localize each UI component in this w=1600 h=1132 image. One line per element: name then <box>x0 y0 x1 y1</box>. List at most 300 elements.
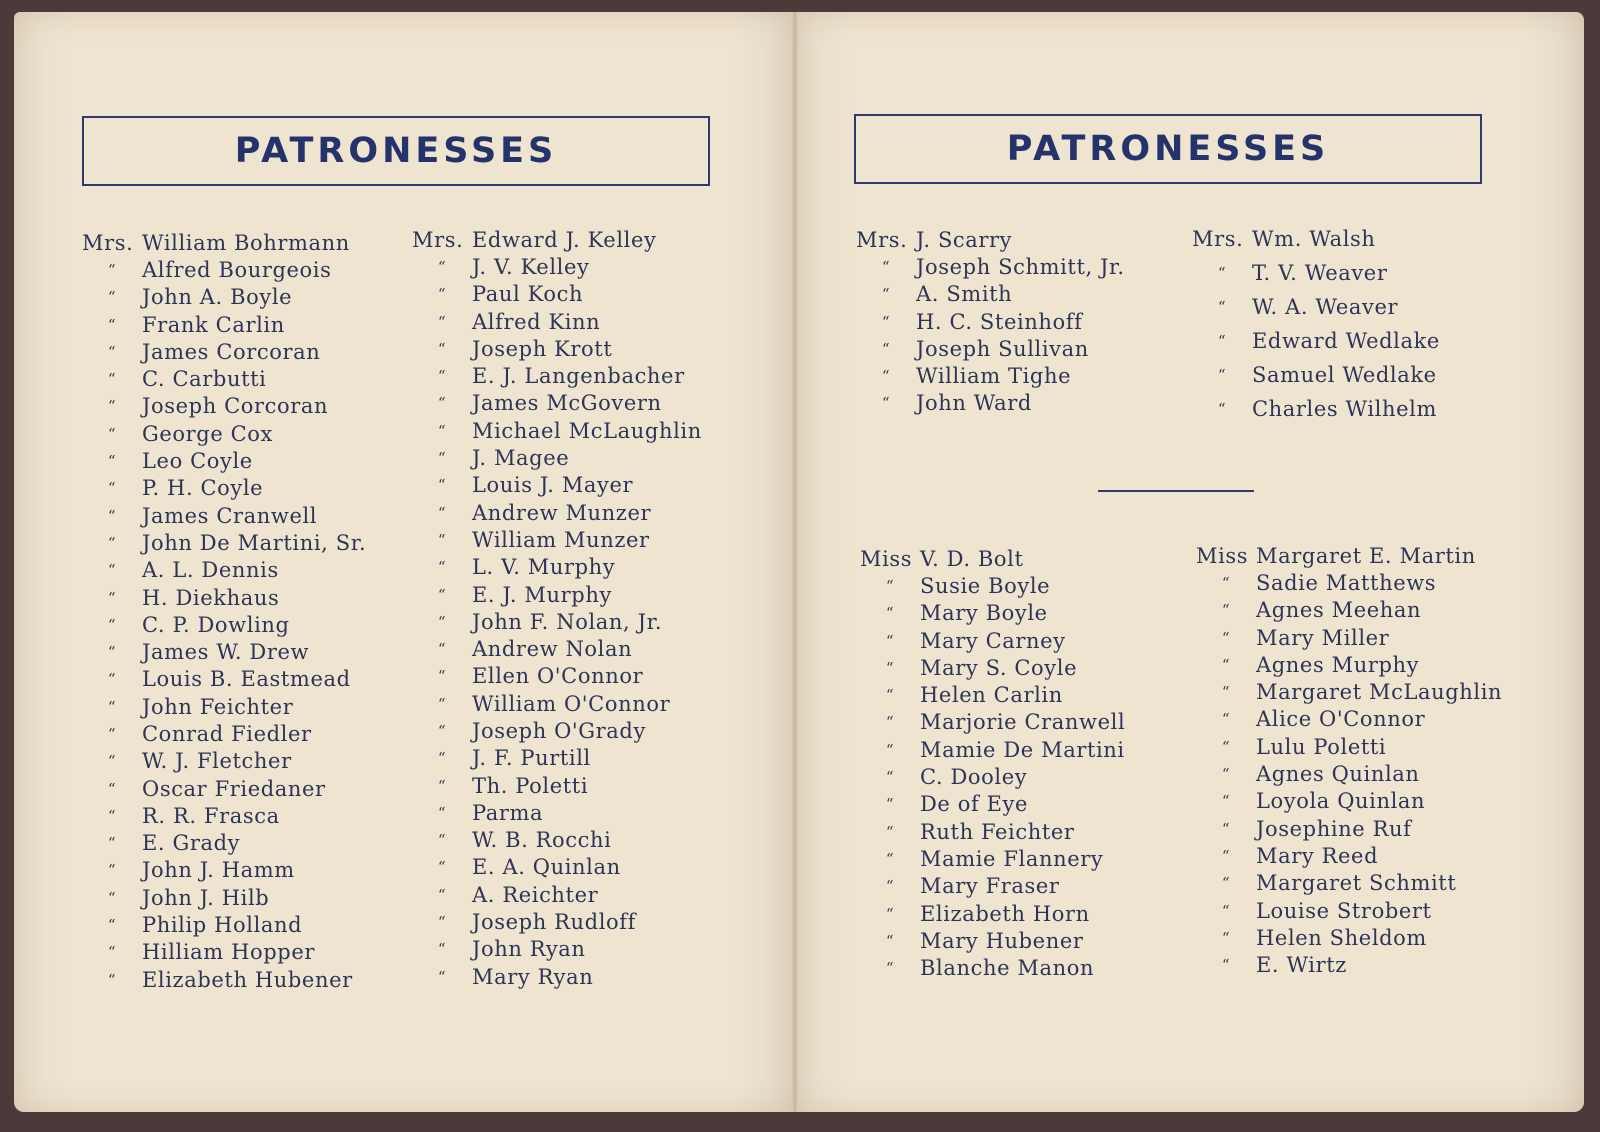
patroness-entry <box>412 362 702 389</box>
patroness-name: Louis J. Mayer <box>472 473 634 498</box>
patroness-entry <box>1196 733 1502 760</box>
patroness-name: William Tighe <box>916 364 1072 389</box>
patroness-name: George Cox <box>142 421 273 446</box>
patroness-entry <box>82 584 366 611</box>
patroness-entry <box>412 772 702 799</box>
patroness-name: A. Smith <box>916 282 1013 307</box>
patroness-entry <box>860 654 1125 681</box>
patroness-entry <box>1196 788 1502 815</box>
patroness-name: Andrew Munzer <box>472 500 652 525</box>
ditto-mark: “ <box>437 776 447 795</box>
patroness-entry <box>1196 842 1502 869</box>
ditto-mark: “ <box>1221 601 1231 620</box>
patroness-entry <box>1196 651 1502 678</box>
ditto-mark: “ <box>437 421 447 440</box>
patroness-name: William Bohrmann <box>142 230 350 255</box>
patroness-entry <box>1196 897 1502 924</box>
ditto-mark: “ <box>107 479 117 498</box>
ditto-mark: “ <box>437 721 447 740</box>
ditto-mark: “ <box>437 885 447 904</box>
patroness-name: J. V. Kelley <box>472 254 590 279</box>
patroness-entry <box>1192 358 1440 392</box>
patroness-name: Ellen O'Connor <box>472 664 644 689</box>
right-mrs-column-2 <box>1192 222 1440 426</box>
patroness-entry <box>412 608 702 635</box>
patroness-entry <box>860 954 1125 981</box>
patroness-name: E. J. Murphy <box>472 582 612 607</box>
ditto-mark: “ <box>885 576 895 595</box>
patroness-name: C. Carbutti <box>142 367 267 392</box>
patroness-entry <box>82 393 366 420</box>
patroness-name: Helen Carlin <box>920 683 1063 708</box>
ditto-mark: “ <box>107 888 117 907</box>
ditto-mark: “ <box>107 506 117 525</box>
patroness-entry <box>412 936 702 963</box>
patroness-entry <box>82 311 366 338</box>
patroness-entry <box>82 939 366 966</box>
ditto-mark: “ <box>437 585 447 604</box>
patroness-name: J. F. Purtill <box>472 746 591 771</box>
patroness-entry <box>412 444 702 471</box>
ditto-mark: “ <box>437 940 447 959</box>
patroness-name: Agnes Murphy <box>1256 652 1420 677</box>
patroness-name: H. Diekhaus <box>142 585 280 610</box>
patroness-name: Joseph Sullivan <box>916 336 1089 361</box>
patroness-name: Edward J. Kelley <box>472 227 657 252</box>
patroness-name: Andrew Nolan <box>472 637 633 662</box>
patroness-name: Hilliam Hopper <box>142 940 315 965</box>
patroness-name: H. C. Steinhoff <box>916 309 1083 334</box>
patroness-name: John F. Nolan, Jr. <box>472 609 663 634</box>
ditto-mark: “ <box>881 257 891 276</box>
patroness-name: E. J. Langenbacher <box>472 364 685 389</box>
patroness-entry <box>860 600 1125 627</box>
ditto-mark: “ <box>107 970 117 989</box>
ditto-mark: “ <box>1217 365 1227 384</box>
patroness-entry <box>856 335 1125 362</box>
ditto-mark: “ <box>881 339 891 358</box>
ditto-mark: “ <box>885 768 895 787</box>
ditto-mark: “ <box>885 631 895 650</box>
patroness-name: Mary Fraser <box>920 874 1060 899</box>
patroness-name: Blanche Manon <box>920 956 1095 981</box>
patroness-name: Lulu Poletti <box>1256 734 1387 759</box>
ditto-mark: “ <box>107 916 117 935</box>
ditto-mark: “ <box>1221 655 1231 674</box>
patroness-entry <box>82 557 366 584</box>
ditto-mark: “ <box>107 533 117 552</box>
patroness-entry <box>82 502 366 529</box>
patroness-name: C. P. Dowling <box>142 612 290 637</box>
ditto-mark: “ <box>1221 573 1231 592</box>
patroness-entry <box>860 709 1125 736</box>
patroness-name: Frank Carlin <box>142 312 285 337</box>
patroness-entry <box>1196 706 1502 733</box>
patroness-entry <box>82 611 366 638</box>
left-heading-box <box>82 116 710 186</box>
patroness-name: C. Dooley <box>920 765 1028 790</box>
title-prefix: Mrs. <box>1192 226 1244 251</box>
patroness-name: Michael McLaughlin <box>472 418 702 443</box>
right-heading-box <box>854 114 1482 184</box>
ditto-mark: “ <box>437 667 447 686</box>
ditto-mark: “ <box>1221 846 1231 865</box>
patroness-entry <box>1196 597 1502 624</box>
patroness-entry <box>412 963 702 990</box>
ditto-mark: “ <box>1217 331 1227 350</box>
patroness-name: Joseph Corcoran <box>142 394 329 419</box>
patroness-entry <box>860 900 1125 927</box>
patroness-entry <box>412 827 702 854</box>
patroness-name: Edward Wedlake <box>1252 328 1440 353</box>
patroness-name: Margaret Schmitt <box>1256 871 1457 896</box>
patroness-entry <box>412 335 702 362</box>
patroness-name: Samuel Wedlake <box>1252 362 1437 387</box>
patroness-entry <box>856 281 1125 308</box>
patroness-entry <box>860 681 1125 708</box>
patroness-entry <box>82 720 366 747</box>
patroness-entry <box>412 635 702 662</box>
patroness-entry <box>1192 222 1440 256</box>
patroness-entry <box>856 253 1125 280</box>
ditto-mark: “ <box>1221 819 1231 838</box>
ditto-mark: “ <box>107 288 117 307</box>
patroness-name: Philip Holland <box>142 913 303 938</box>
patroness-name: Mamie Flannery <box>920 846 1104 871</box>
patroness-name: Mary Boyle <box>920 601 1048 626</box>
ditto-mark: “ <box>437 612 447 631</box>
ditto-mark: “ <box>1221 710 1231 729</box>
patroness-entry <box>412 799 702 826</box>
ditto-mark: “ <box>437 694 447 713</box>
left-column-2 <box>412 226 702 990</box>
ditto-mark: “ <box>1221 628 1231 647</box>
ditto-mark: “ <box>437 913 447 932</box>
right-mrs-column-1 <box>856 226 1125 417</box>
ditto-mark: “ <box>1221 901 1231 920</box>
ditto-mark: “ <box>437 640 447 659</box>
ditto-mark: “ <box>437 967 447 986</box>
patroness-name: Mary Reed <box>1256 843 1379 868</box>
ditto-mark: “ <box>881 367 891 386</box>
ditto-mark: “ <box>1221 737 1231 756</box>
right-heading: PATRONESSES <box>1006 129 1330 169</box>
ditto-mark: “ <box>885 740 895 759</box>
patroness-name: Wm. Walsh <box>1252 226 1376 251</box>
patroness-name: William Munzer <box>472 527 650 552</box>
ditto-mark: “ <box>437 367 447 386</box>
ditto-mark: “ <box>437 449 447 468</box>
title-prefix: Mrs. <box>82 230 134 255</box>
patroness-name: De of Eye <box>920 792 1029 817</box>
patroness-entry <box>412 663 702 690</box>
patroness-entry <box>860 818 1125 845</box>
ditto-mark: “ <box>885 686 895 705</box>
patroness-name: John A. Boyle <box>142 285 293 310</box>
patroness-entry <box>1192 290 1440 324</box>
patroness-entry <box>82 830 366 857</box>
ditto-mark: “ <box>1221 928 1231 947</box>
patroness-name: J. Magee <box>472 446 570 471</box>
patroness-entry <box>856 226 1125 253</box>
patroness-entry <box>82 365 366 392</box>
ditto-mark: “ <box>437 312 447 331</box>
right-miss-column-1 <box>860 545 1125 982</box>
ditto-mark: “ <box>881 394 891 413</box>
patroness-entry <box>412 472 702 499</box>
patroness-name: Th. Poletti <box>472 773 589 798</box>
ditto-mark: “ <box>107 615 117 634</box>
ditto-mark: “ <box>1221 792 1231 811</box>
ditto-mark: “ <box>107 452 117 471</box>
ditto-mark: “ <box>107 370 117 389</box>
ditto-mark: “ <box>1217 263 1227 282</box>
left-column-1 <box>82 229 366 993</box>
ditto-mark: “ <box>437 558 447 577</box>
patroness-name: E. Wirtz <box>1256 953 1347 978</box>
patroness-entry <box>82 420 366 447</box>
patroness-name: Sadie Matthews <box>1256 570 1437 595</box>
patroness-entry <box>1196 924 1502 951</box>
patroness-name: W. J. Fletcher <box>142 749 292 774</box>
patroness-name: Alfred Kinn <box>472 309 601 334</box>
patroness-entry <box>412 226 702 253</box>
patroness-name: E. Grady <box>142 831 241 856</box>
patroness-name: V. D. Bolt <box>920 546 1024 571</box>
patroness-name: Charles Wilhelm <box>1252 396 1437 421</box>
ditto-mark: “ <box>437 339 447 358</box>
patroness-entry <box>1192 324 1440 358</box>
patroness-entry <box>82 884 366 911</box>
title-prefix: Miss <box>1196 543 1249 568</box>
patroness-entry <box>860 791 1125 818</box>
patroness-name: John J. Hilb <box>142 885 270 910</box>
ditto-mark: “ <box>885 931 895 950</box>
patroness-name: E. A. Quinlan <box>472 855 621 880</box>
patroness-name: Marjorie Cranwell <box>920 710 1126 735</box>
ditto-mark: “ <box>107 260 117 279</box>
left-heading: PATRONESSES <box>234 131 558 171</box>
patroness-name: Mary Miller <box>1256 625 1390 650</box>
patroness-entry <box>860 763 1125 790</box>
patroness-name: Mamie De Martini <box>920 737 1125 762</box>
patroness-entry <box>856 308 1125 335</box>
patroness-entry <box>412 417 702 444</box>
patroness-entry <box>412 908 702 935</box>
patroness-name: John De Martini, Sr. <box>142 530 367 555</box>
patroness-name: Alice O'Connor <box>1256 707 1426 732</box>
patroness-name: Joseph Rudloff <box>472 910 636 935</box>
patroness-entry <box>82 693 366 720</box>
patroness-entry <box>412 390 702 417</box>
patroness-name: John J. Hamm <box>142 858 295 883</box>
patroness-name: Leo Coyle <box>142 449 253 474</box>
ditto-mark: “ <box>107 643 117 662</box>
ditto-mark: “ <box>437 476 447 495</box>
patroness-name: R. R. Frasca <box>142 803 280 828</box>
patroness-name: James W. Drew <box>142 640 310 665</box>
ditto-mark: “ <box>107 861 117 880</box>
ditto-mark: “ <box>1221 956 1231 975</box>
ditto-mark: “ <box>437 749 447 768</box>
patroness-entry <box>412 281 702 308</box>
ditto-mark: “ <box>885 959 895 978</box>
ditto-mark: “ <box>437 530 447 549</box>
patroness-entry <box>82 638 366 665</box>
ditto-mark: “ <box>107 834 117 853</box>
ditto-mark: “ <box>107 561 117 580</box>
ditto-mark: “ <box>107 588 117 607</box>
patroness-name: Loyola Quinlan <box>1256 789 1426 814</box>
patroness-entry <box>412 581 702 608</box>
patroness-name: James Corcoran <box>142 339 321 364</box>
patroness-name: Josephine Ruf <box>1256 816 1412 841</box>
page-fold <box>792 12 798 1112</box>
ditto-mark: “ <box>437 285 447 304</box>
patroness-entry <box>1196 870 1502 897</box>
patroness-name: T. V. Weaver <box>1252 260 1388 285</box>
patroness-name: Joseph Krott <box>472 336 613 361</box>
patroness-name: James McGovern <box>472 391 662 416</box>
patroness-entry <box>82 911 366 938</box>
patroness-entry <box>856 362 1125 389</box>
ditto-mark: “ <box>885 877 895 896</box>
patroness-entry <box>82 775 366 802</box>
patroness-entry <box>1192 256 1440 290</box>
patroness-entry <box>412 499 702 526</box>
patroness-name: A. Reichter <box>472 882 599 907</box>
ditto-mark: “ <box>437 858 447 877</box>
patroness-entry <box>412 526 702 553</box>
patroness-entry <box>82 284 366 311</box>
ditto-mark: “ <box>1221 874 1231 893</box>
patroness-name: Alfred Bourgeois <box>142 257 332 282</box>
ditto-mark: “ <box>885 849 895 868</box>
patroness-entry <box>1196 569 1502 596</box>
patroness-entry <box>856 390 1125 417</box>
patroness-name: Mary Ryan <box>472 964 594 989</box>
ditto-mark: “ <box>107 779 117 798</box>
patroness-entry <box>1196 815 1502 842</box>
ditto-mark: “ <box>1221 683 1231 702</box>
patroness-entry <box>82 529 366 556</box>
patroness-name: P. H. Coyle <box>142 476 264 501</box>
ditto-mark: “ <box>437 257 447 276</box>
patroness-name: Mary Carney <box>920 628 1066 653</box>
ditto-mark: “ <box>885 822 895 841</box>
patroness-name: William O'Connor <box>472 691 671 716</box>
patroness-name: John Feichter <box>142 694 294 719</box>
ditto-mark: “ <box>107 670 117 689</box>
patroness-name: Margaret McLaughlin <box>1256 680 1503 705</box>
patroness-entry <box>860 572 1125 599</box>
ditto-mark: “ <box>107 724 117 743</box>
patroness-entry <box>412 881 702 908</box>
patroness-name: Joseph Schmitt, Jr. <box>916 254 1125 279</box>
ditto-mark: “ <box>437 394 447 413</box>
ditto-mark: “ <box>107 806 117 825</box>
patroness-entry <box>82 256 366 283</box>
patroness-name: Mary S. Coyle <box>920 655 1078 680</box>
patroness-entry <box>82 475 366 502</box>
ditto-mark: “ <box>107 752 117 771</box>
section-divider <box>1098 490 1254 492</box>
patroness-name: Agnes Meehan <box>1256 598 1422 623</box>
patroness-name: Elizabeth Hubener <box>142 967 353 992</box>
ditto-mark: “ <box>1217 399 1227 418</box>
patroness-entry <box>860 545 1125 572</box>
ditto-mark: “ <box>437 803 447 822</box>
patroness-name: Elizabeth Horn <box>920 901 1090 926</box>
patroness-entry <box>1192 392 1440 426</box>
ditto-mark: “ <box>107 943 117 962</box>
patroness-entry <box>1196 760 1502 787</box>
patroness-entry <box>412 253 702 280</box>
patroness-name: Paul Koch <box>472 282 584 307</box>
ditto-mark: “ <box>885 713 895 732</box>
patroness-name: W. A. Weaver <box>1252 294 1399 319</box>
patroness-entry <box>1196 678 1502 705</box>
patroness-entry <box>82 857 366 884</box>
patroness-name: Oscar Friedaner <box>142 776 326 801</box>
patroness-entry <box>82 229 366 256</box>
ditto-mark: “ <box>107 697 117 716</box>
ditto-mark: “ <box>437 831 447 850</box>
ditto-mark: “ <box>437 503 447 522</box>
patroness-entry <box>82 338 366 365</box>
patroness-name: Conrad Fiedler <box>142 721 312 746</box>
patroness-entry <box>412 854 702 881</box>
patroness-name: Helen Sheldom <box>1256 925 1427 950</box>
ditto-mark: “ <box>885 604 895 623</box>
ditto-mark: “ <box>881 285 891 304</box>
patroness-entry <box>82 966 366 993</box>
ditto-mark: “ <box>107 342 117 361</box>
patroness-name: James Cranwell <box>142 503 318 528</box>
title-prefix: Mrs. <box>412 227 464 252</box>
ditto-mark: “ <box>1217 297 1227 316</box>
right-miss-column-2 <box>1196 542 1502 979</box>
title-prefix: Mrs. <box>856 227 908 252</box>
patroness-entry <box>412 554 702 581</box>
patroness-entry <box>412 717 702 744</box>
ditto-mark: “ <box>107 397 117 416</box>
patroness-name: Parma <box>472 800 544 825</box>
patroness-entry <box>860 927 1125 954</box>
ditto-mark: “ <box>107 315 117 334</box>
patroness-name: W. B. Rocchi <box>472 828 612 853</box>
patroness-entry <box>860 873 1125 900</box>
patroness-entry <box>82 666 366 693</box>
patroness-name: Louise Strobert <box>1256 898 1432 923</box>
patroness-name: Susie Boyle <box>920 573 1051 598</box>
patroness-entry <box>860 736 1125 763</box>
patroness-entry <box>82 802 366 829</box>
patroness-entry <box>412 308 702 335</box>
ditto-mark: “ <box>881 312 891 331</box>
ditto-mark: “ <box>107 424 117 443</box>
patroness-name: Joseph O'Grady <box>472 718 646 743</box>
patroness-name: A. L. Dennis <box>142 558 279 583</box>
patroness-name: Margaret E. Martin <box>1256 543 1476 568</box>
patroness-name: Louis B. Eastmead <box>142 667 351 692</box>
ditto-mark: “ <box>885 658 895 677</box>
ditto-mark: “ <box>885 795 895 814</box>
patroness-entry <box>1196 624 1502 651</box>
ditto-mark: “ <box>1221 765 1231 784</box>
title-prefix: Miss <box>860 546 913 571</box>
patroness-name: Agnes Quinlan <box>1256 762 1420 787</box>
